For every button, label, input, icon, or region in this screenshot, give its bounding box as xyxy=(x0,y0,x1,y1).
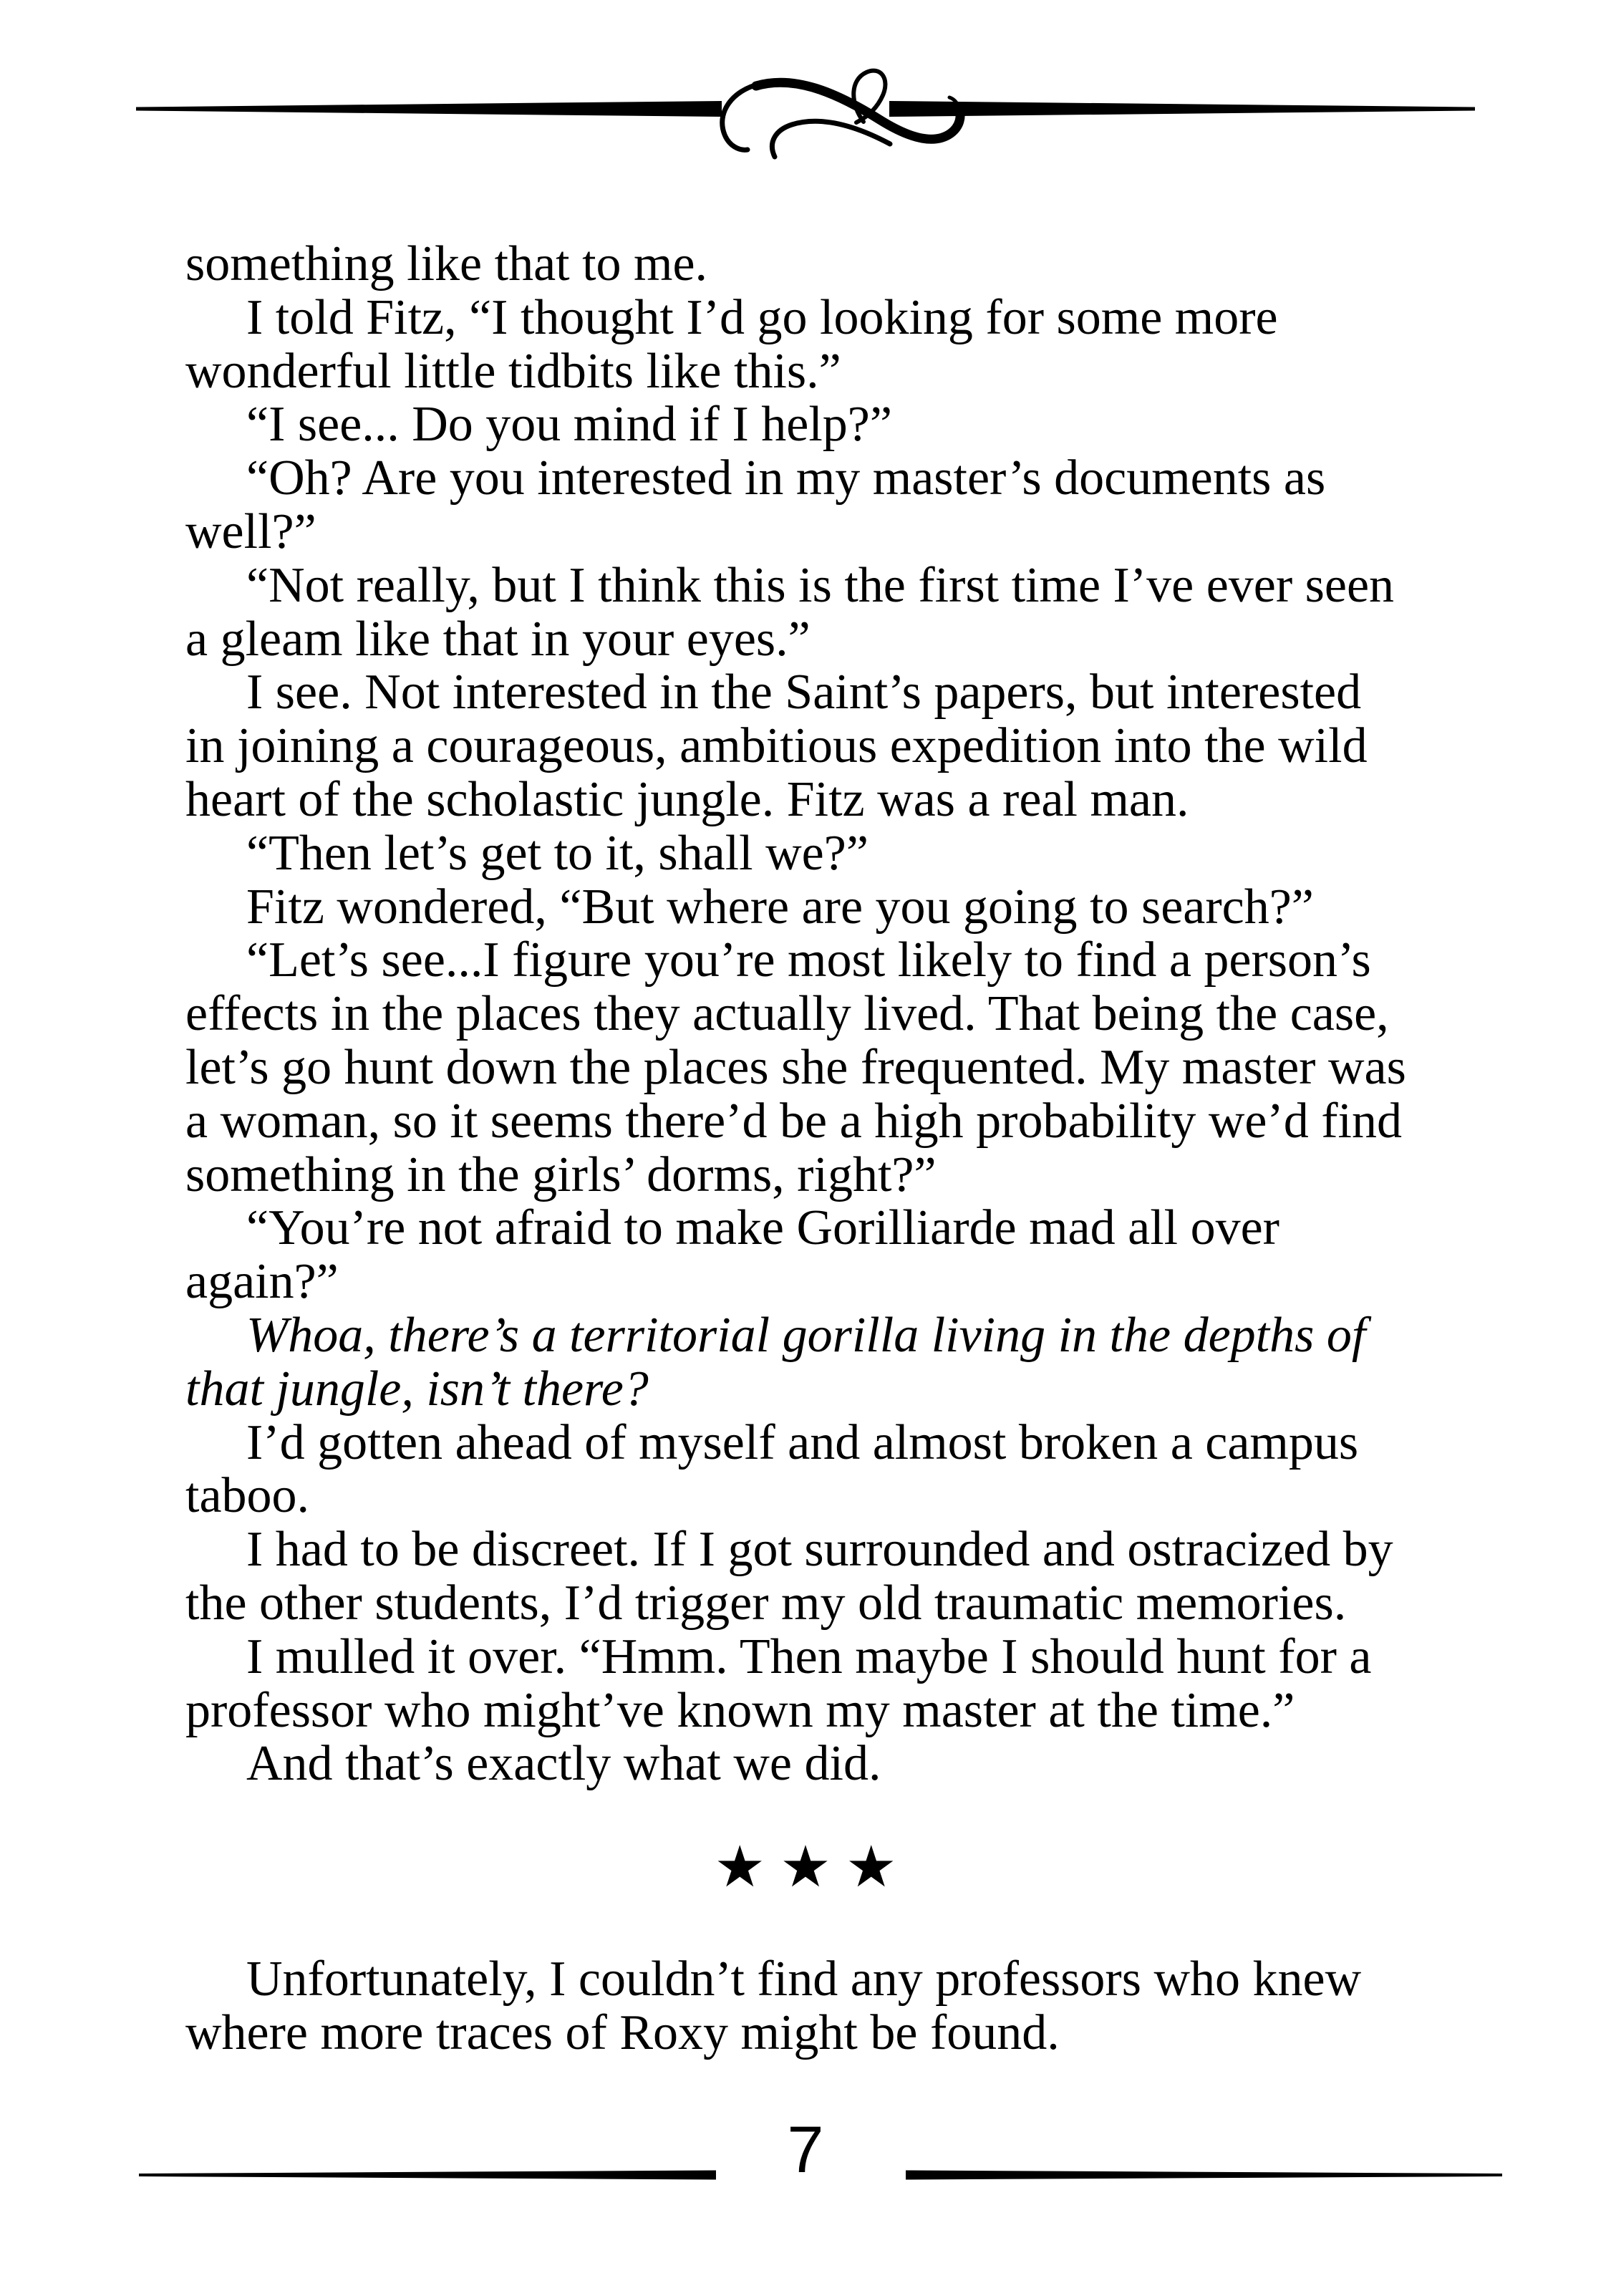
text-line: “I see... Do you mind if I help?” xyxy=(246,397,892,453)
text-line: “Oh? Are you interested in my master’s documents as xyxy=(246,450,1326,506)
text-line: where more traces of Roxy might be found. xyxy=(185,2005,1060,2060)
text-line: a gleam like that in your eyes.” xyxy=(185,611,811,667)
text-line: “Not really, but I think this is the first time I’ve ever seen xyxy=(246,557,1395,613)
text-line: Fitz wondered, “But where are you going to search?” xyxy=(246,879,1314,935)
text-line: well?” xyxy=(185,503,316,559)
page-number: 7 xyxy=(787,2113,824,2186)
header-rule-right xyxy=(889,101,1475,117)
text-line: in joining a courageous, ambitious expedition into the wild xyxy=(185,718,1368,774)
text-line: I had to be discreet. If I got surrounded and ostracized by xyxy=(246,1522,1393,1578)
text-line: a woman, so it seems there’d be a high probability we’d find xyxy=(185,1093,1403,1149)
text-line: I’d gotten ahead of myself and almost broken a campus xyxy=(246,1414,1359,1470)
text-line: I see. Not interested in the Saint’s papers, but interested xyxy=(246,665,1362,720)
text-line: the other students, I’d trigger my old traumatic memories. xyxy=(185,1575,1347,1631)
text-line: wonderful little tidbits like this.” xyxy=(185,343,841,399)
text-line: “You’re not afraid to make Gorilliarde mad all over xyxy=(246,1200,1279,1256)
text-line: Whoa, there’s a territorial gorilla living in the depths of xyxy=(246,1307,1366,1363)
text-line: something in the girls’ dorms, right?” xyxy=(185,1147,937,1202)
body-text-block-2 xyxy=(185,1953,1460,2060)
footer-rule-right xyxy=(906,2171,1502,2180)
body-text-block-1 xyxy=(185,238,1460,1791)
text-line: Unfortunately, I couldn’t find any professors who knew xyxy=(246,1952,1362,2007)
footer-divider xyxy=(0,2148,1611,2199)
text-line: “Then let’s get to it, shall we?” xyxy=(246,825,869,881)
text-line: “Let’s see...I figure you’re most likely to find a person’s xyxy=(246,932,1371,988)
text-line: let’s go hunt down the places she frequented. My master was xyxy=(185,1039,1406,1095)
text-line: that jungle, isn’t there? xyxy=(185,1361,649,1417)
text-line: I mulled it over. “Hmm. Then maybe I should hunt for a xyxy=(246,1629,1372,1684)
text-line: something like that to me. xyxy=(185,236,708,291)
footer-rule-left xyxy=(139,2171,716,2180)
text-line: heart of the scholastic jungle. Fitz was a real man. xyxy=(185,771,1189,827)
header-rule-left xyxy=(136,101,722,117)
text-line: taboo. xyxy=(185,1468,310,1524)
text-line: I told Fitz, “I thought I’d go looking for some more xyxy=(246,289,1278,345)
text-line: And that’s exactly what we did. xyxy=(246,1736,881,1792)
header-divider xyxy=(0,0,1611,186)
text-line: effects in the places they actually lived. That being the case, xyxy=(185,986,1389,1042)
text-line: again?” xyxy=(185,1254,339,1310)
scene-break-stars: ★★★ xyxy=(714,1833,911,1900)
text-line: professor who might’ve known my master at the time.” xyxy=(185,1682,1295,1738)
